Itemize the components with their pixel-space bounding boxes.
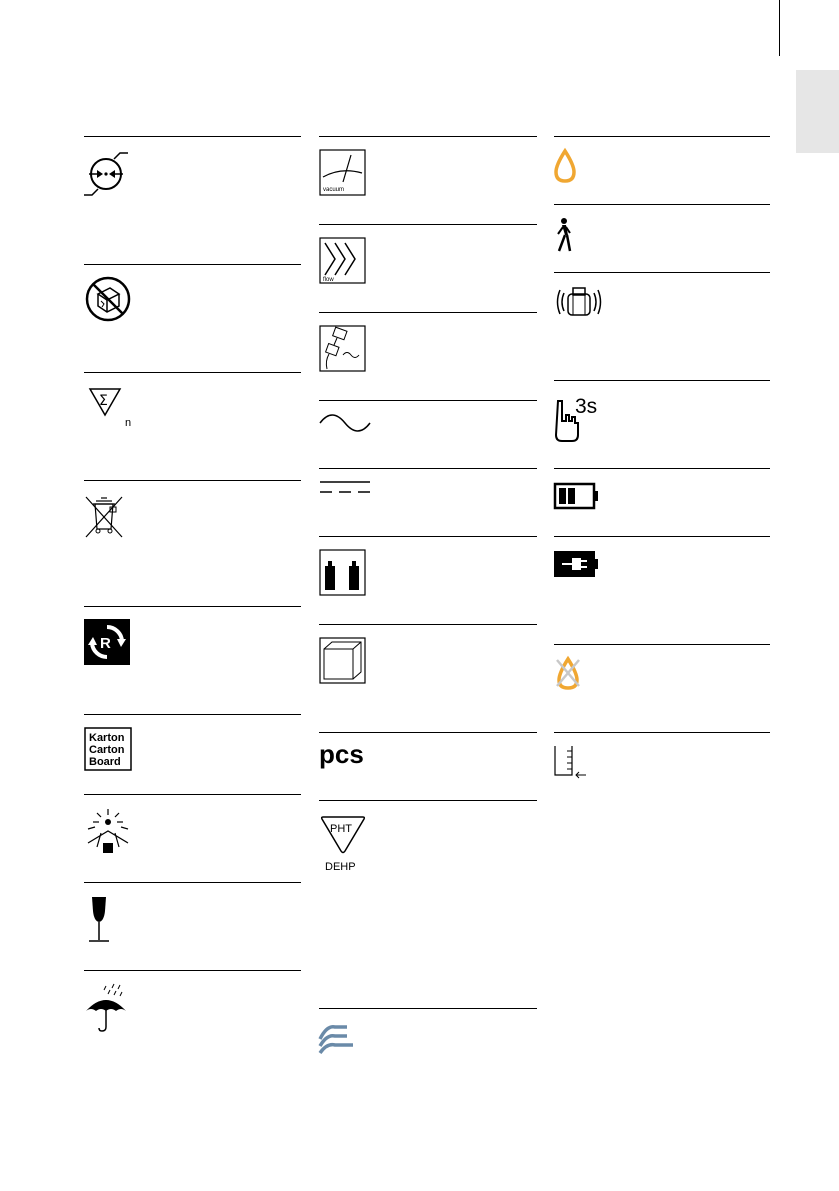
symbol-row bbox=[319, 136, 537, 225]
symbol-row bbox=[84, 882, 301, 971]
symbol-row bbox=[319, 732, 537, 801]
crossed-bin-icon bbox=[84, 495, 124, 539]
symbol-row bbox=[84, 264, 301, 373]
keep-dry-icon bbox=[84, 983, 134, 1033]
carton-board-icon bbox=[84, 727, 132, 771]
symbol-row bbox=[554, 272, 770, 381]
recycling-icon bbox=[84, 619, 130, 665]
vacuum-label: vacuum bbox=[323, 187, 345, 193]
pieces-icon bbox=[319, 739, 369, 769]
vacuum-gauge-icon bbox=[319, 149, 366, 196]
symbol-row bbox=[319, 536, 537, 625]
drop-icon bbox=[554, 149, 576, 183]
symbol-row bbox=[319, 800, 537, 1009]
symbol-row bbox=[319, 468, 537, 537]
symbol-row bbox=[554, 468, 770, 537]
press-3s-label: 3s bbox=[575, 395, 598, 418]
symbol-row bbox=[84, 970, 301, 1071]
symbol-row bbox=[84, 794, 301, 883]
battery-charging-icon bbox=[554, 551, 600, 577]
symbol-row bbox=[554, 204, 770, 273]
fill-level-icon bbox=[554, 745, 588, 779]
weights-icon bbox=[319, 549, 366, 596]
dc-current-icon bbox=[319, 479, 371, 495]
symbol-row bbox=[554, 536, 770, 645]
svg-text:R: R bbox=[100, 635, 111, 652]
do-not-use-if-damaged-icon bbox=[84, 275, 132, 323]
symbol-row bbox=[554, 380, 770, 469]
symbol-row bbox=[554, 732, 770, 801]
symbol-row bbox=[84, 136, 301, 265]
no-drop-icon bbox=[554, 655, 582, 691]
battery-half-icon bbox=[554, 483, 600, 509]
carton-text-3: Board bbox=[89, 756, 121, 768]
waves-icon bbox=[319, 1023, 353, 1055]
flow-label: flow bbox=[323, 277, 334, 283]
pressure-limit-icon bbox=[84, 151, 132, 197]
pht-label: PHT bbox=[330, 823, 352, 835]
svg-text:Σ: Σ bbox=[99, 393, 108, 409]
sunlight-icon bbox=[84, 807, 132, 855]
cube-icon bbox=[319, 637, 366, 684]
symbol-row bbox=[319, 312, 537, 401]
crop-mark bbox=[779, 0, 780, 56]
symbol-row bbox=[554, 644, 770, 733]
ac-current-icon bbox=[319, 411, 371, 435]
press-3s-icon bbox=[554, 391, 604, 443]
vibration-icon bbox=[554, 285, 604, 319]
pcs-label: pcs bbox=[319, 739, 364, 769]
dehp-label: DEHP bbox=[325, 861, 356, 873]
symbol-row bbox=[319, 624, 537, 733]
chapter-tab bbox=[796, 70, 839, 153]
symbol-row bbox=[84, 480, 301, 607]
walking-person-icon bbox=[554, 217, 572, 253]
svg-text:n: n bbox=[125, 417, 132, 429]
symbol-row bbox=[84, 606, 301, 715]
symbol-row bbox=[319, 400, 537, 469]
carton-text-1: Karton bbox=[89, 732, 125, 744]
fragile-icon bbox=[84, 895, 114, 945]
symbol-row bbox=[84, 372, 301, 481]
symbol-row bbox=[554, 136, 770, 205]
flow-icon bbox=[319, 237, 366, 284]
carton-text-2: Carton bbox=[89, 744, 125, 756]
symbol-row bbox=[319, 224, 537, 313]
symbol-row bbox=[319, 1008, 537, 1089]
dehp-icon bbox=[319, 815, 367, 873]
symbol-row bbox=[84, 714, 301, 795]
plug-connection-icon bbox=[319, 325, 366, 372]
contains-n-tests-icon bbox=[84, 385, 134, 429]
